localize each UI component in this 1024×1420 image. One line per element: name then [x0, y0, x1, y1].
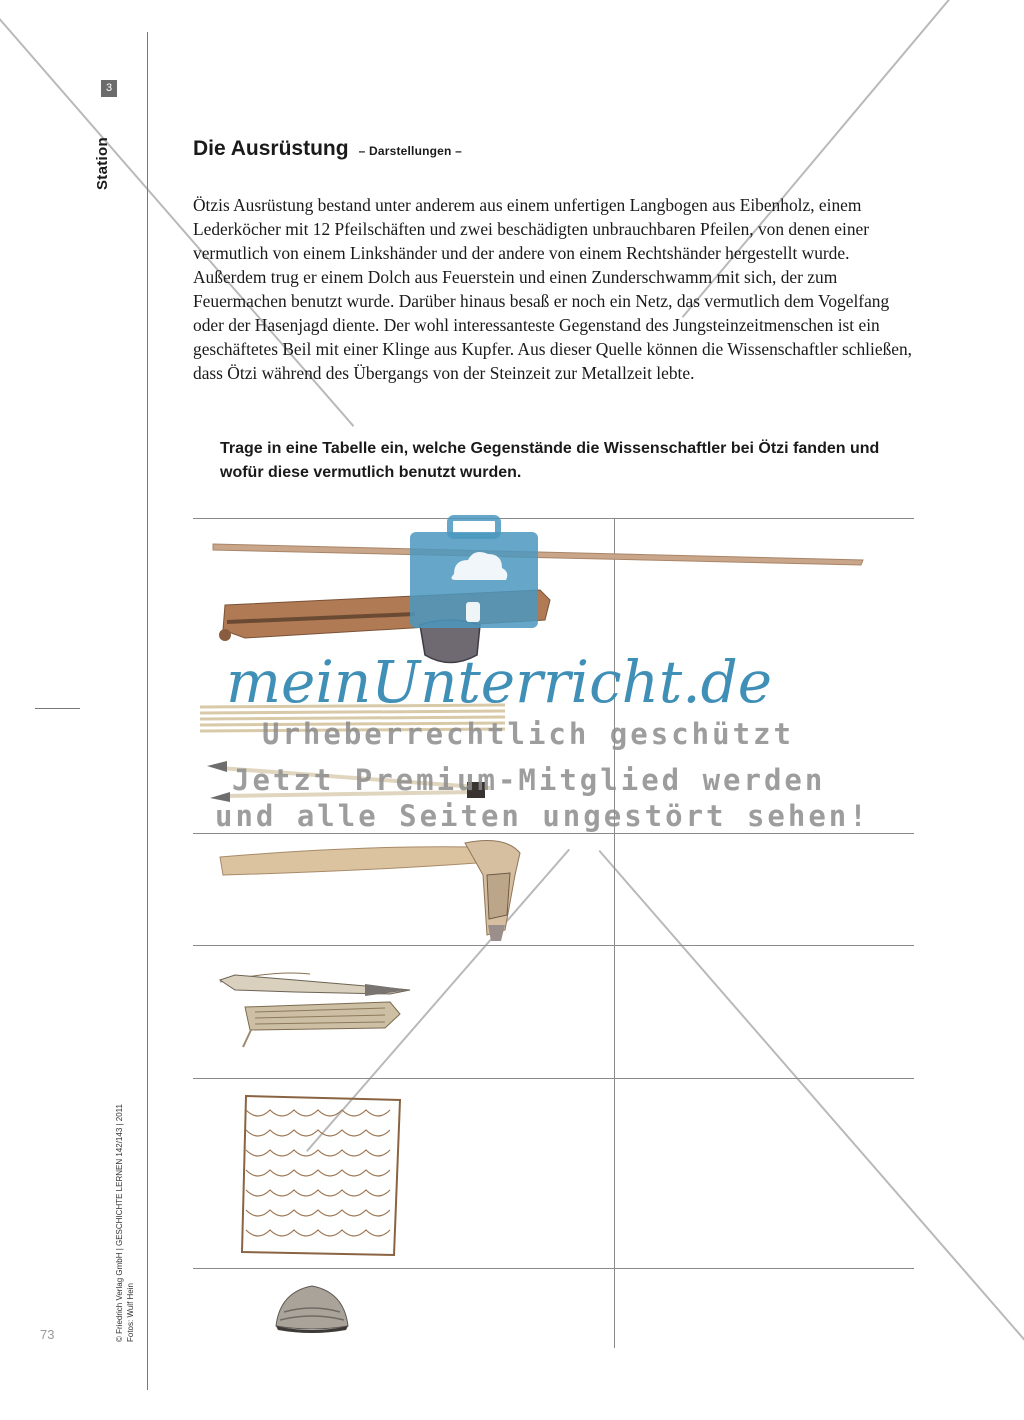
task-instruction: Trage in eine Tabelle ein, welche Gegenstände die Wissenschaftler bei Ötzi fanden und wofür diese vermutlich benutzt wurden.	[220, 440, 880, 481]
net-icon	[238, 1090, 408, 1260]
page-subtitle: – Darstellungen –	[358, 144, 462, 158]
page-title	[193, 137, 462, 161]
tinder-fungus-icon	[272, 1282, 352, 1334]
table-row-border	[193, 1078, 914, 1079]
table-row-border	[193, 833, 914, 834]
table-row-border	[193, 518, 914, 519]
margin-divider	[147, 32, 148, 1390]
watermark-line-1: Urheberrechtlich geschützt	[262, 717, 794, 751]
watermark-diagonal-line	[599, 850, 1024, 1372]
copper-axe-icon	[215, 835, 525, 945]
copyright-credit: © Friedrich Verlag GmbH | GESCHICHTE LERNEN 142/143 | 2011 Fotos: Wulf Hein	[115, 1104, 135, 1342]
watermark-line-2: Jetzt Premium-Mitglied werden	[232, 763, 826, 797]
title-text: Die Ausrüstung	[193, 137, 349, 160]
table-row-border	[193, 1268, 914, 1269]
watermark-brand: meinUnterricht.de	[226, 648, 773, 716]
intro-paragraph: Ötzis Ausrüstung bestand unter anderem aus einem unfertigen Langbogen aus Eibenholz, einem Lederköcher mit 12 Pfeilschäften und zwei beschädigten unbrauchbaren Pfeilen, von denen einer vermutlich von einem Linkshänder und der andere von einem Rechtshänder hergestellt wurde. Außerdem trug er einem Dolch aus Feuerstein und einen Zunderschwamm mit sich, der zum Feuermachen benutzt wurde. Darüber hinaus besaß er noch ein Netz, das vermutlich dem Vogelfang oder der Hasenjagd diente. Der wohl interessanteste Gegenstand des Jungsteinzeitmenschen ist ein geschäftetes Beil mit einer Klinge aus Kupfer. Aus dieser Quelle können die Wissenschaftler schließen, dass Ötzi während des Übergangs von der Steinzeit zur Metallzeit lebte.	[193, 195, 913, 383]
table-row-border	[193, 945, 914, 946]
flint-dagger-sheath-icon	[215, 962, 415, 1057]
margin-fold-mark	[35, 708, 80, 709]
station-label: Station	[94, 137, 111, 190]
watermark-line-3: und alle Seiten ungestört sehen!	[215, 799, 870, 833]
page-number: 73	[40, 1327, 55, 1342]
station-number-badge: 3	[101, 80, 117, 97]
watermark-bag-icon	[410, 518, 538, 634]
